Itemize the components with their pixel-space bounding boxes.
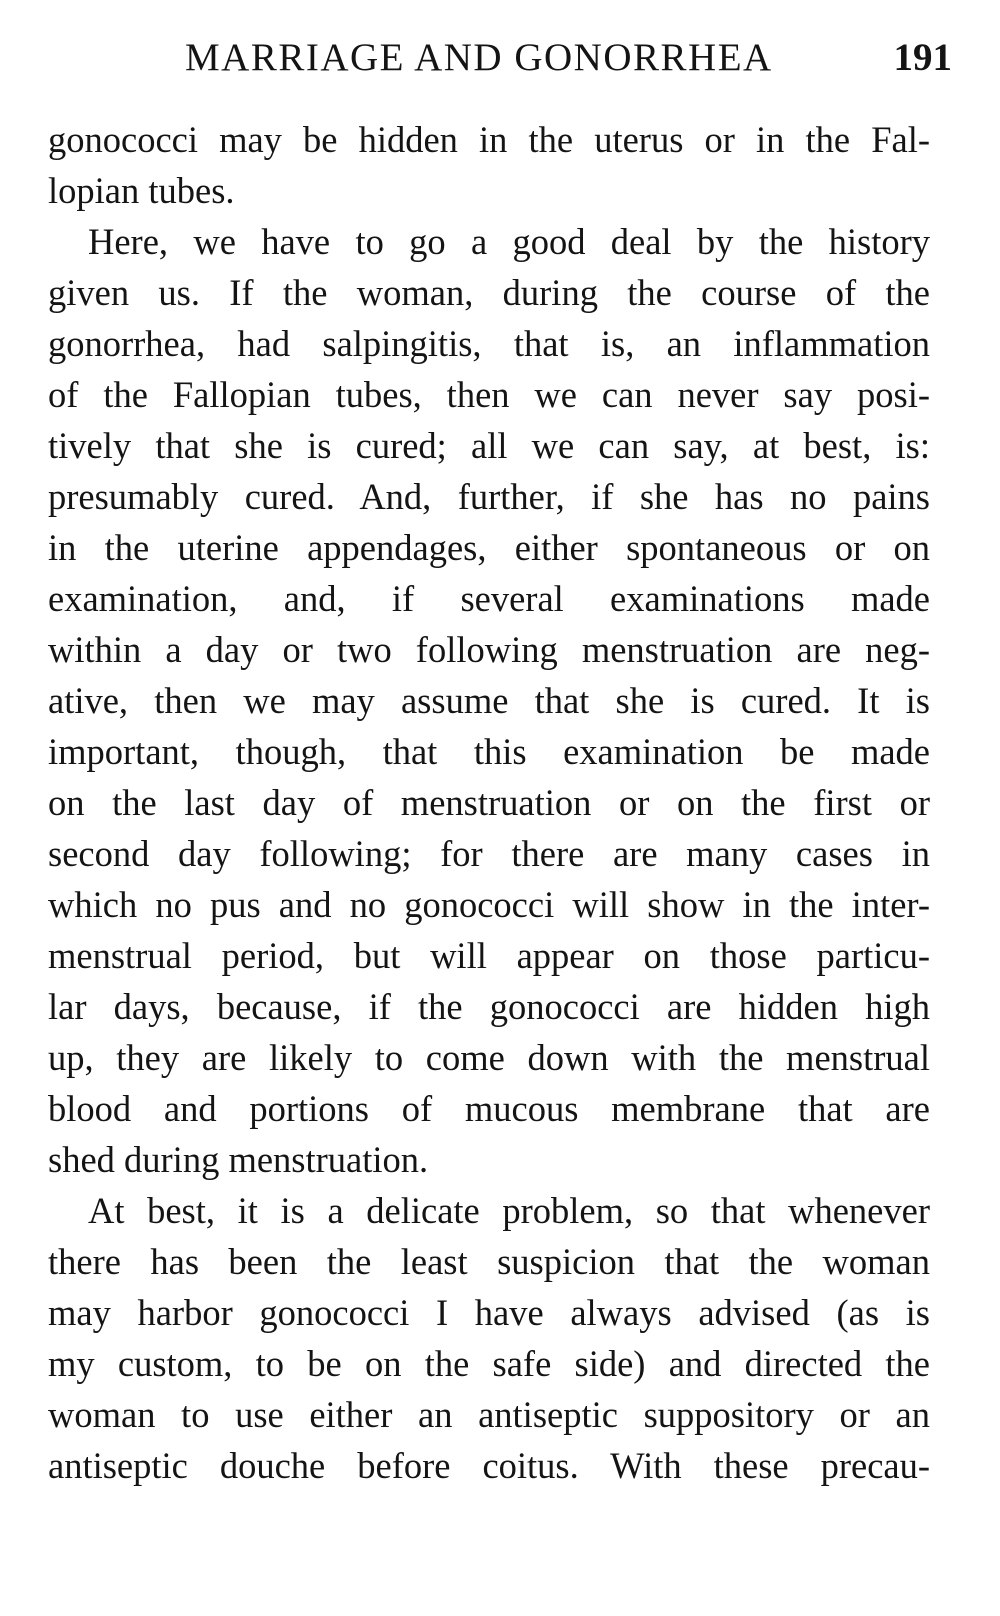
paragraph-3 xyxy=(48,1185,930,1491)
running-title: MARRIAGE AND GONORRHEA xyxy=(185,36,773,79)
text-line: examination, and, if several examinations made xyxy=(48,578,930,619)
text-line: blood and portions of mucous membrane that are xyxy=(48,1088,930,1129)
text-line: up, they are likely to come down with the menstrual xyxy=(48,1037,930,1078)
text-line: Here, we have to go a good deal by the history xyxy=(88,221,930,262)
text-line: second day following; for there are many cases in xyxy=(48,833,930,874)
text-line: lopian tubes. xyxy=(48,170,235,211)
text-line: woman to use either an antiseptic suppository or an xyxy=(48,1394,930,1435)
body-text xyxy=(48,114,930,1491)
paragraph-2 xyxy=(48,216,930,1185)
text-line: which no pus and no gonococci will show in the inter- xyxy=(48,884,930,925)
page-number: 191 xyxy=(893,36,952,79)
text-line: tively that she is cured; all we can say, at best, is: xyxy=(48,425,930,466)
text-line: important, though, that this examination be made xyxy=(48,731,930,772)
text-line: may harbor gonococci I have always advised (as is xyxy=(48,1292,930,1333)
text-line: lar days, because, if the gonococci are hidden high xyxy=(48,986,930,1027)
text-line: there has been the least suspicion that the woman xyxy=(48,1241,930,1282)
text-line: At best, it is a delicate problem, so that whenever xyxy=(88,1190,930,1231)
text-line: gonococci may be hidden in the uterus or in the Fal- xyxy=(48,119,930,160)
text-line: presumably cured. And, further, if she has no pains xyxy=(48,476,930,517)
text-line: given us. If the woman, during the course of the xyxy=(48,272,930,313)
paragraph-1 xyxy=(48,114,930,216)
running-head xyxy=(0,30,1000,86)
text-line: menstrual period, but will appear on those particu- xyxy=(48,935,930,976)
text-line: ative, then we may assume that she is cured. It is xyxy=(48,680,930,721)
text-line: antiseptic douche before coitus. With these precau- xyxy=(48,1445,930,1486)
text-line: gonorrhea, had salpingitis, that is, an inflammation xyxy=(48,323,930,364)
text-line: within a day or two following menstruation are neg- xyxy=(48,629,930,670)
text-line: of the Fallopian tubes, then we can never say posi- xyxy=(48,374,930,415)
text-line: on the last day of menstruation or on the first or xyxy=(48,782,930,823)
text-line: my custom, to be on the safe side) and directed the xyxy=(48,1343,930,1384)
text-line: shed during menstruation. xyxy=(48,1139,429,1180)
text-line: in the uterine appendages, either spontaneous or on xyxy=(48,527,930,568)
